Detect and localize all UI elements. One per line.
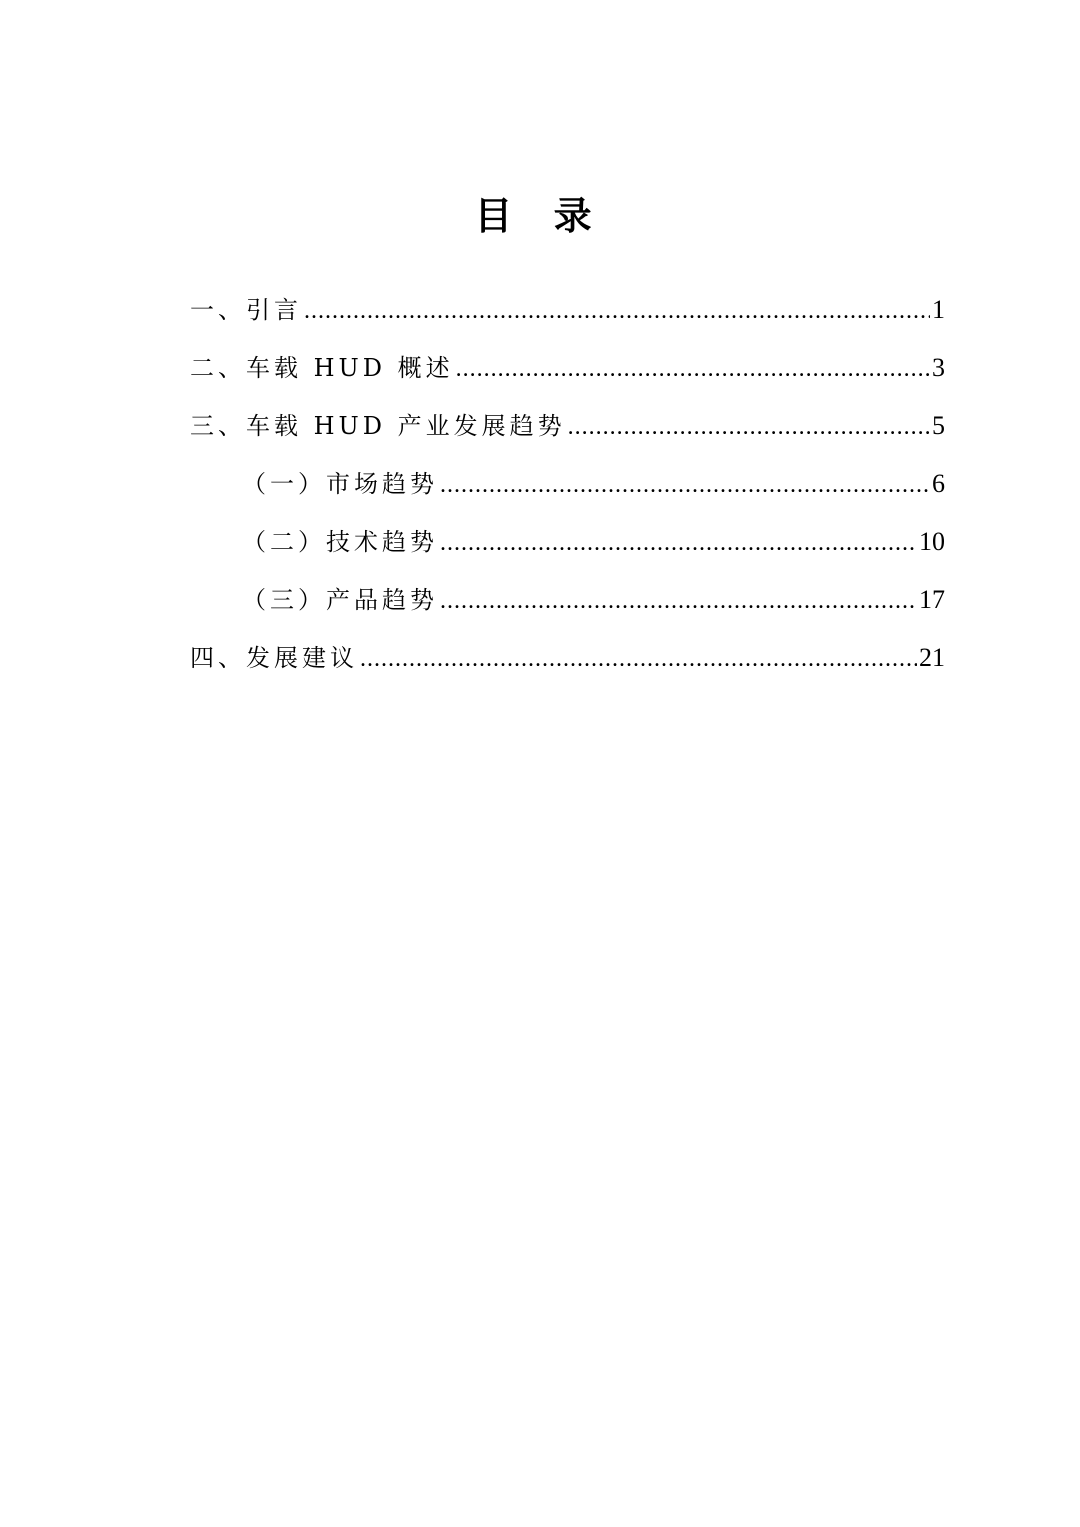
toc-page-number: 1 bbox=[932, 295, 945, 324]
toc-entry[interactable] bbox=[190, 404, 945, 462]
page-title: 目 录 bbox=[474, 194, 606, 238]
toc-entry[interactable] bbox=[190, 520, 945, 578]
toc-dot-leader bbox=[360, 637, 917, 681]
toc-page-number: 21 bbox=[919, 643, 945, 672]
toc-entry-label: 三、车载 HUD 产业发展趋势 bbox=[190, 412, 566, 440]
toc-entry[interactable] bbox=[190, 578, 945, 636]
toc-dot-leader bbox=[456, 347, 930, 391]
toc-dot-leader bbox=[440, 521, 917, 565]
toc-entry-label: （一）市场趋势 bbox=[242, 470, 438, 498]
toc-entry-label: 二、车载 HUD 概述 bbox=[190, 354, 454, 382]
toc-page-number: 17 bbox=[919, 585, 945, 614]
toc-entry-label: 四、发展建议 bbox=[190, 644, 358, 672]
toc-entry[interactable] bbox=[190, 346, 945, 404]
toc-entry[interactable] bbox=[190, 462, 945, 520]
toc-dot-leader bbox=[568, 405, 930, 449]
table-of-contents bbox=[190, 288, 945, 694]
toc-page-number: 6 bbox=[932, 469, 945, 498]
toc-page-number: 3 bbox=[932, 353, 945, 382]
toc-entry-label: （二）技术趋势 bbox=[242, 528, 438, 556]
toc-entry-label: 一、引言 bbox=[190, 296, 302, 324]
toc-entry-label: （三）产品趋势 bbox=[242, 586, 438, 614]
toc-dot-leader bbox=[440, 579, 917, 623]
toc-page-number: 5 bbox=[932, 411, 945, 440]
toc-dot-leader bbox=[304, 289, 930, 333]
toc-dot-leader bbox=[440, 463, 930, 507]
toc-entry[interactable] bbox=[190, 288, 945, 346]
toc-entry[interactable] bbox=[190, 636, 945, 694]
toc-page-number: 10 bbox=[919, 527, 945, 556]
